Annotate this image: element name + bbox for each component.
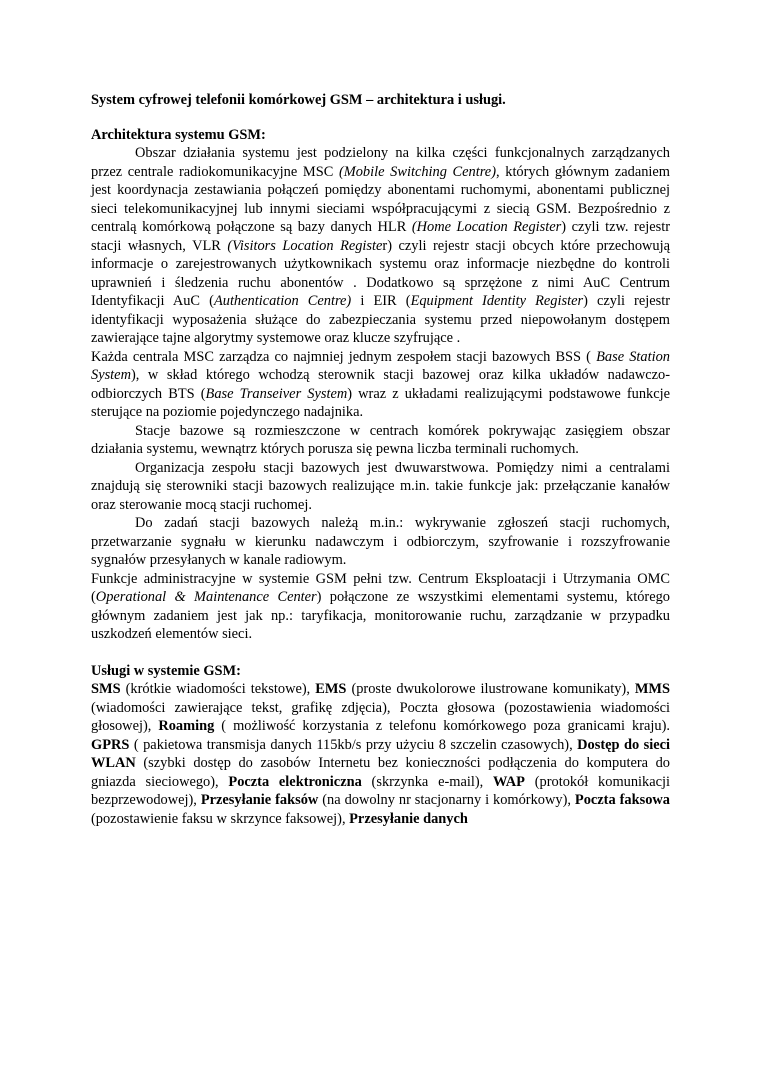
text-run: (na dowolny nr stacjonarny i komórkowy), <box>318 792 575 808</box>
text-run: ( możliwość korzystania z telefonu komórkowego poza granicami kraju). <box>214 718 670 734</box>
text-run: ) czyli rejestr identyfikacji wyposażenia służące do zabezpieczania systemu przed niepowołanym dostępem zawierające tajne algorytmy systemowe oraz klucze szyfrujące . <box>91 293 671 346</box>
text-run: (skrzynka e-mail), <box>361 773 493 790</box>
bold-term: Przesyłanie danych <box>349 810 468 827</box>
paragraph-architecture-2 <box>91 348 670 422</box>
bold-term: Dostęp do sieci WLAN <box>91 736 671 771</box>
italic-text: Operational & Maintenance Center <box>95 589 317 605</box>
paragraph-architecture-5 <box>91 514 670 570</box>
document-page <box>91 91 670 828</box>
paragraph-architecture-4 <box>91 459 670 515</box>
italic-text: Equipment Identity Register <box>410 293 584 309</box>
text-run: ) wraz z układami realizującymi podstawowe funkcje sterujące na poziomie pojedynczego nadajnika. <box>91 385 670 420</box>
text-run: ), w skład którego wchodzą sterownik stacji bazowej oraz kilka układów nadawczo-odbiorczych BTS ( <box>91 367 670 402</box>
bold-term: Poczta faksowa <box>574 792 670 808</box>
text-run: (protokół komunikacji bezprzewodowej), <box>91 773 670 808</box>
text-run: ) czyli tzw. rejestr stacji własnych, VLR <box>91 219 671 254</box>
bold-term: WAP <box>492 773 525 790</box>
text-run: i EIR ( <box>351 293 411 309</box>
bold-term: SMS <box>91 681 121 697</box>
text-run: (krótkie wiadomości tekstowe), <box>120 681 316 697</box>
text-run: (proste dwukolorowe ilustrowane komunikaty), <box>346 681 635 697</box>
text-run: r) czyli rejestr stacji obcych które przechowują informacje o zarejestrowanych użytkownikach systemu oraz informacje niezbędne do kontroli uprawnień i śledzenia ruchu abonentów . Dodatkowo są sprzężone z nimi AuC Centrum Identyfikacji AuC ( <box>91 237 670 309</box>
text-run: Do zadań stacji bazowych należą m.in.: wykrywanie zgłoszeń stacji ruchomych, przetwarzanie sygnału w kierunku nadawczym i odbiorczym, szyfrowanie i rozszyfrowanie sygnałów przesyłanych w kanale radiowym. <box>91 515 670 568</box>
italic-text: Authentication Centre) <box>213 293 352 309</box>
bold-term: MMS <box>634 681 670 697</box>
bold-term: GPRS <box>91 736 130 753</box>
text-run: (pozostawienie faksu w skrzynce faksowej), <box>91 810 350 827</box>
section-heading-services: Usługi w systemie GSM: <box>91 662 241 679</box>
paragraph-architecture-1 <box>91 144 670 348</box>
text-run: ( pakietowa transmisja danych 115kb/s przy użyciu 8 szczelin czasowych), <box>129 736 578 753</box>
text-run: (wiadomości zawierające tekst, grafikę zdjęcia), Poczta głosowa (pozostawienia wiadomości głosowej), <box>91 699 670 734</box>
italic-text: Base Station System <box>91 348 670 383</box>
bold-term: Przesyłanie faksów <box>200 792 319 808</box>
italic-text: (Mobile Switching Centre) <box>338 163 496 180</box>
text-run: Funkcje administracyjne w systemie GSM pełni tzw. Centrum Eksploatacji i Utrzymania OMC ( <box>91 570 670 605</box>
bold-term: Poczta elektroniczna <box>228 773 362 790</box>
text-run: (szybki dostęp do zasobów Internetu bez konieczności podłączenia do komputera do gniazda sieciowego), <box>91 755 670 790</box>
italic-text: (Home Location Register <box>411 219 562 235</box>
text-run: Obszar działania systemu jest podzielony na kilka części funkcjonalnych zarządzanych przez centrale radiokomunikacyjne MSC <box>91 145 670 180</box>
text-run: ) połączone ze wszystkimi elementami systemu, którego głównym zadaniem jest jak np.: taryfikacja, monitorowanie ruchu, zarządzanie w przypadku uszkodzeń elementów sieci. <box>91 589 670 642</box>
section-heading-architecture: Architektura systemu GSM: <box>91 126 266 143</box>
text-run: Stacje bazowe są rozmieszczone w centrach komórek pokrywając zasięgiem obszar działania systemu, wewnątrz których porusza się pewna liczba terminali ruchomych. <box>91 422 670 457</box>
bold-term: Roaming <box>158 718 215 734</box>
text-run: Każda centrala MSC zarządza co najmniej jednym zespołem stacji bazowych BSS ( <box>91 348 597 365</box>
paragraph-architecture-3 <box>91 422 670 459</box>
bold-term: EMS <box>315 681 347 697</box>
paragraph-services <box>91 680 670 828</box>
italic-text: (Visitors Location Registe <box>227 237 383 254</box>
italic-text: Base Transeiver System <box>205 385 348 402</box>
document-title: System cyfrowej telefonii komórkowej GSM – architektura i usługi. <box>91 92 506 108</box>
text-run: Organizacja zespołu stacji bazowych jest dwuwarstwowa. Pomiędzy nimi a centralami znajdują się sterowniki stacji bazowych realizujące m.in. takie funkcje jak: przełączanie kanałów oraz sterowanie mocą stacji ruchomej. <box>91 459 670 513</box>
section-spacer <box>91 644 670 662</box>
paragraph-architecture-6 <box>91 570 670 644</box>
text-run: , których głównym zadaniem jest koordynacja zestawiania połączeń pomiędzy abonentami ruchomymi, abonentami publicznej sieci telekomunikacyjnej lub innymi sieciami współpracującymi z siecią GSM. Bezpośrednio z centralą komórkową połączone są bazy danych HLR <box>91 163 670 235</box>
